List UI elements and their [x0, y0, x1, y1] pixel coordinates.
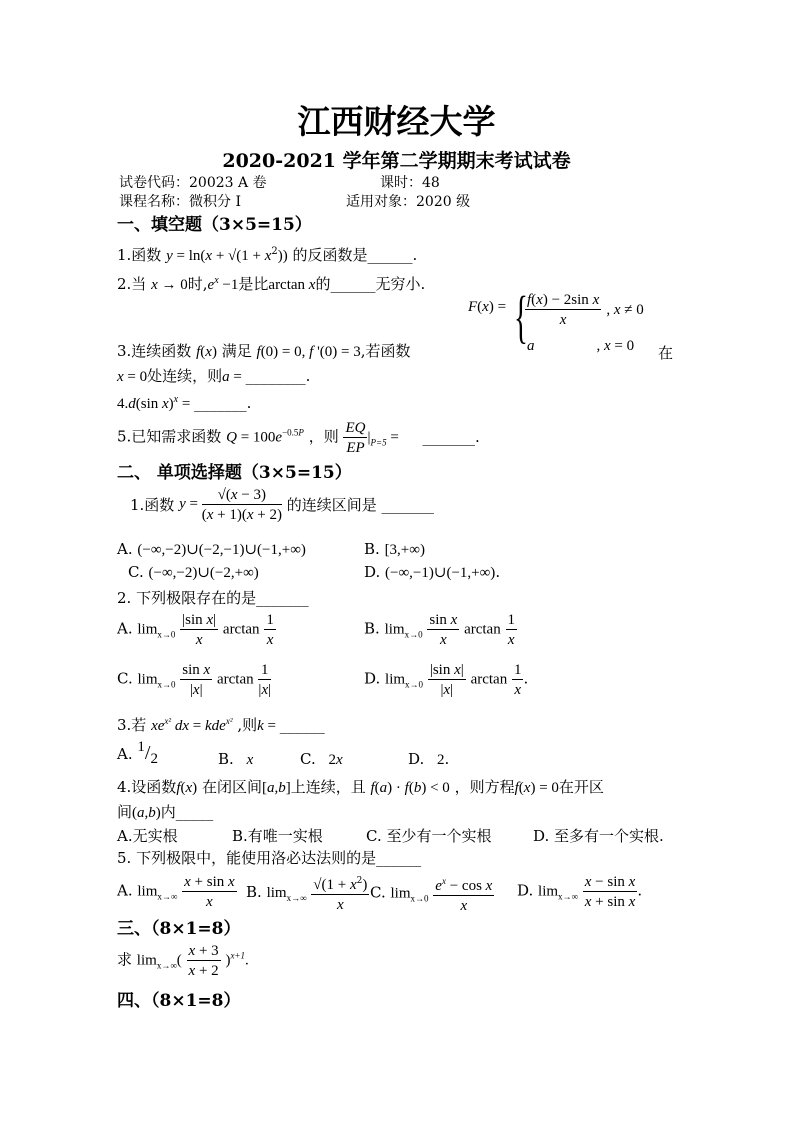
mc-q3: 3.若 $xe^{x^2}$ dx = kde$^{x^2}$ ,则k = ______: [117, 716, 325, 734]
mc-q3-option-d: D. 2.: [408, 750, 450, 768]
university-title: 江西财经大学: [297, 102, 496, 141]
mc-q3-option-a: A. 1/2: [117, 739, 158, 767]
mc-q4-option-b: B.有唯一实根: [232, 827, 323, 845]
fill-q5: 5.已知需求函数 $Q = 100e^{-0.5P}$ ，则 $\frac{EQ}{EP}$ $|_{P=5}$ = _______.: [117, 420, 480, 456]
mc-q3-option-b: B. x: [218, 750, 254, 768]
mc-q4: 4.设函数f(x) 在闭区间[a,b]上连续，且 f(a) · f(b) < 0 ，则方程f(x) = 0在开区: [117, 778, 604, 796]
mc-q5-option-c: C. $\lim_{x\to 0}$ $\frac{e^x - \cos x}{x}$: [370, 872, 494, 915]
mc-q1-option-b: B. [3,+∞): [364, 540, 425, 558]
mc-q5-option-d: D. $\lim_{x\to\infty}$ $\frac{\text{x − sin x}}{\text{x + sin x}}$ .: [517, 874, 643, 910]
part3-problem: 求 $\lim_{x\to\infty}$( $\frac{x + 3}{x + 2}$ )$^{x+1}$.: [117, 943, 249, 979]
exam-title: 2020-2021 学年第二学期期末考试试卷: [222, 150, 571, 172]
fill-q1: 1.函数 $y = \ln(x + √(1 + x^2))$ 的反函数是______.: [117, 246, 418, 264]
fill-q3-line2: x = 0处连续，则a = ________.: [117, 367, 311, 385]
section-3-heading: 三、（8×1=8）: [117, 919, 241, 939]
mc-q5-option-a: A. $\lim_{x\to\infty}$ $\frac{\text{x + sin x}}{x}$: [117, 874, 235, 910]
mc-q1: 1.函数 y = $\frac{√(x - 3)}{(x + 1)(x + 2)}$ 的连续区间是 _______: [130, 487, 435, 523]
mc-q5-option-b: B. $\lim_{x\to\infty}$ $\frac{√(1 + x^2)}{x}$: [246, 872, 369, 914]
section-1-heading: 一、填空题（3×5=15）: [117, 215, 312, 235]
mc-q1-option-a: A. (−∞,−2)∪(−2,−1)∪(−1,+∞): [117, 540, 306, 558]
fill-q4: 4.d(sin x)$^x$ = _______.: [117, 394, 252, 412]
piecewise-function: F(x) =: [468, 299, 507, 315]
mc-q4-option-c: C. 至少有一个实根: [366, 827, 492, 845]
mc-q2-option-d: D. $\lim_{x\to 0}$ $\frac{\text{|sin x|}}{|x|}$ arctan $\frac{1}{x}$ .: [364, 662, 529, 698]
mc-q4-option-d: D. 至多有一个实根.: [533, 827, 664, 845]
mc-q2: 2. 下列极限存在的是_______: [117, 589, 309, 607]
exam-code: 试卷代码：20023 A 卷: [119, 175, 267, 191]
mc-q2-option-a: A. $\lim_{x\to 0}$ $\frac{\text{|sin x|}}{x}$ arctan $\frac{1}{x}$: [117, 612, 274, 648]
mc-q2-option-b: B. $\lim_{x\to 0}$ $\frac{\text{sin x}}{x}$ arctan $\frac{1}{x}$: [364, 612, 515, 648]
mc-q4-option-a: A.无实根: [117, 827, 178, 845]
piecewise-case-2: a , x = 0: [527, 338, 635, 354]
mc-q1-option-d: D. (−∞,−1)∪(−1,+∞).: [364, 563, 501, 581]
mc-q1-option-c: C. (−∞,−2)∪(−2,+∞): [128, 563, 259, 581]
course-name: 课程名称：微积分 I: [119, 194, 241, 210]
mc-q3-option-c: C. 2x: [300, 750, 343, 768]
section-4-heading: 四、（8×1=8）: [117, 991, 241, 1011]
target-students: 适用对象：2020 级: [346, 194, 471, 210]
mc-q5: 5. 下列极限中，能使用洛必达法则的是______: [117, 849, 422, 867]
class-hours: 课时：48: [380, 175, 440, 191]
fill-q3: 3.连续函数 f(x) 满足 f(0) = 0, f '(0) = 3,若函数: [117, 342, 411, 360]
piecewise-case-1: $\frac{\text{f(x) − 2sin x}}{x}$ , x ≠ 0: [527, 292, 644, 328]
piecewise-brace: {: [514, 284, 528, 349]
mc-q4-line2: 间(a,b)内_____: [117, 803, 214, 821]
fill-q2: 2.当 x → 0时$,e^x -1$是比arctan x的______无穷小.: [117, 275, 426, 293]
fill-q3-tail: 在: [658, 344, 674, 362]
section-2-heading: 二、 单项选择题（3×5=15）: [117, 463, 352, 483]
mc-q2-option-c: C. $\lim_{x\to 0}$ $\frac{\text{sin x}}{|x|}$ arctan $\frac{1}{|x|}$: [117, 662, 272, 698]
